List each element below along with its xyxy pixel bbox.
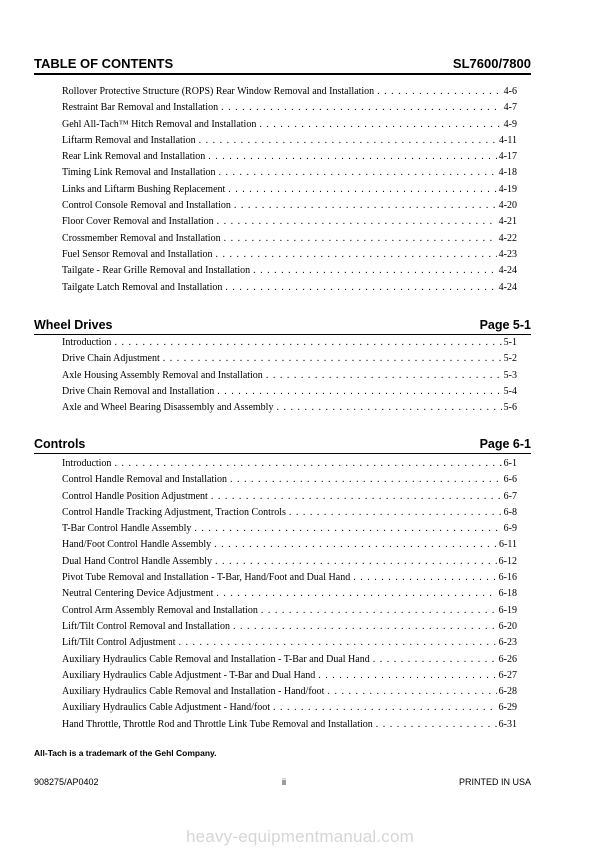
toc-entry-page: 6-8 bbox=[503, 506, 517, 518]
toc-entry[interactable] bbox=[62, 654, 517, 670]
dot-leader bbox=[114, 337, 501, 348]
toc-entry-page: 4-20 bbox=[498, 200, 517, 212]
toc-entry[interactable] bbox=[62, 458, 517, 474]
toc-entry-title: Timing Link Removal and Installation bbox=[62, 167, 216, 179]
toc-entry-page: 6-9 bbox=[503, 523, 517, 535]
toc-entry[interactable] bbox=[62, 621, 517, 637]
toc-entry[interactable] bbox=[62, 86, 517, 102]
printed-in: PRINTED IN USA bbox=[458, 777, 531, 787]
watermark-text: heavy-equipmentmanual.com bbox=[185, 827, 414, 846]
toc-entry-page: 6-11 bbox=[499, 539, 517, 551]
toc-entry-title: Hand/Foot Control Handle Assembly bbox=[62, 539, 212, 551]
dot-leader bbox=[199, 135, 497, 146]
toc-entry-title: Control Handle Removal and Installation bbox=[62, 474, 227, 486]
toc-entry-title: Control Console Removal and Installation bbox=[62, 200, 231, 212]
dot-leader bbox=[225, 282, 496, 293]
toc-section-wheel-drives bbox=[62, 337, 517, 418]
toc-entry-title: Floor Cover Removal and Installation bbox=[62, 216, 214, 228]
toc-entry-title: Introduction bbox=[62, 337, 112, 348]
toc-entry-page: 6-28 bbox=[498, 686, 517, 698]
toc-entry-title: Control Handle Position Adjustment bbox=[62, 490, 208, 502]
dot-leader bbox=[217, 386, 501, 397]
toc-entry-title: Axle and Wheel Bearing Disassembly and Assembly bbox=[62, 402, 274, 414]
model-number: SL7600/7800 bbox=[452, 56, 531, 71]
dot-leader bbox=[377, 86, 502, 97]
dot-leader bbox=[266, 370, 502, 381]
toc-entry[interactable] bbox=[62, 507, 517, 523]
toc-entry-title: Lift/Tilt Control Removal and Installation bbox=[62, 620, 230, 632]
toc-entry-page: 4-24 bbox=[498, 281, 517, 293]
toc-entry[interactable] bbox=[62, 386, 517, 402]
section-rule bbox=[34, 334, 531, 335]
section-rule bbox=[34, 453, 531, 454]
toc-entry-page: 5-3 bbox=[503, 369, 517, 381]
toc-entry[interactable] bbox=[62, 670, 517, 686]
dot-leader bbox=[230, 474, 502, 485]
toc-entry-page: 6-19 bbox=[498, 604, 517, 616]
dot-leader bbox=[228, 184, 496, 195]
toc-entry-page: 5-2 bbox=[503, 353, 517, 365]
toc-entry[interactable] bbox=[62, 556, 517, 572]
toc-section-controls bbox=[62, 458, 517, 735]
section-heading-controls bbox=[34, 435, 531, 451]
toc-entry-title: Fuel Sensor Removal and Installation bbox=[62, 248, 213, 260]
toc-entry-title: Drive Chain Adjustment bbox=[62, 353, 160, 365]
toc-entry-page: 6-31 bbox=[498, 718, 517, 730]
dot-leader bbox=[217, 216, 497, 227]
dot-leader bbox=[114, 458, 501, 469]
trademark-note: All-Tach is a trademark of the Gehl Company. bbox=[34, 748, 217, 758]
toc-entry[interactable] bbox=[62, 216, 517, 232]
toc-entry-title: Gehl All-Tach™ Hitch Removal and Installation bbox=[62, 118, 257, 130]
toc-entry-title: Auxiliary Hydraulics Cable Removal and Installation - T-Bar and Dual Hand bbox=[62, 653, 370, 665]
toc-entry-page: 4-23 bbox=[498, 248, 517, 260]
header-rule bbox=[34, 73, 531, 75]
toc-entry[interactable] bbox=[62, 686, 517, 702]
toc-entry-page: 6-23 bbox=[498, 637, 517, 649]
dot-leader bbox=[216, 249, 497, 260]
toc-entry-page: 4-18 bbox=[498, 167, 517, 179]
toc-entry[interactable] bbox=[62, 474, 517, 490]
toc-entry-title: Auxiliary Hydraulics Cable Adjustment - Hand/foot bbox=[62, 702, 271, 714]
toc-entry-title: Hand Throttle, Throttle Rod and Throttle Link Tube Removal and Installation bbox=[62, 718, 373, 730]
section-page: Page 5-1 bbox=[479, 318, 531, 332]
toc-entry-title: Crossmember Removal and Installation bbox=[62, 232, 221, 244]
toc-entry-page: 6-26 bbox=[498, 653, 517, 665]
dot-leader bbox=[211, 491, 502, 502]
dot-leader bbox=[179, 637, 497, 648]
toc-entry-title: T-Bar Control Handle Assembly bbox=[62, 523, 192, 535]
toc-entry-page: 4-9 bbox=[503, 118, 517, 130]
dot-leader bbox=[208, 151, 496, 162]
dot-leader bbox=[276, 402, 501, 413]
toc-entry-title: Rear Link Removal and Installation bbox=[62, 151, 206, 163]
section-title: Controls bbox=[34, 437, 86, 451]
toc-entry[interactable] bbox=[62, 200, 517, 216]
toc-entry-title: Control Handle Tracking Adjustment, Traction Controls bbox=[62, 506, 286, 518]
toc-entry-title: Links and Liftarm Bushing Replacement bbox=[62, 183, 226, 195]
dot-leader bbox=[234, 200, 497, 211]
toc-entry-page: 5-4 bbox=[503, 385, 517, 397]
toc-entry[interactable] bbox=[62, 572, 517, 588]
toc-entry-title: Control Arm Assembly Removal and Installation bbox=[62, 604, 258, 616]
toc-entry-page: 4-17 bbox=[498, 151, 517, 163]
toc-entry-page: 6-12 bbox=[498, 555, 517, 567]
page-footer bbox=[34, 777, 531, 789]
toc-entry-page: 4-22 bbox=[498, 232, 517, 244]
dot-leader bbox=[219, 167, 497, 178]
toc-entry[interactable] bbox=[62, 370, 517, 386]
dot-leader bbox=[318, 670, 496, 681]
toc-entry-page: 4-21 bbox=[498, 216, 517, 228]
toc-entry-page: 6-27 bbox=[498, 669, 517, 681]
section-page: Page 6-1 bbox=[479, 437, 531, 451]
toc-entry-page: 4-19 bbox=[498, 183, 517, 195]
toc-entry-page: 4-7 bbox=[503, 102, 517, 114]
toc-entry-page: 6-16 bbox=[498, 572, 517, 584]
toc-entry-title: Pivot Tube Removal and Installation - T-Bar, Hand/Foot and Dual Hand bbox=[62, 572, 351, 584]
toc-entry[interactable] bbox=[62, 249, 517, 265]
dot-leader bbox=[194, 523, 501, 534]
dot-leader bbox=[353, 572, 496, 583]
toc-entry[interactable] bbox=[62, 151, 517, 167]
dot-leader bbox=[233, 621, 497, 632]
toc-entry[interactable] bbox=[62, 491, 517, 507]
toc-entry-page: 5-1 bbox=[503, 337, 517, 348]
toc-entry[interactable] bbox=[62, 523, 517, 539]
dot-leader bbox=[289, 507, 502, 518]
doc-number: 908275/AP0402 bbox=[34, 777, 99, 787]
dot-leader bbox=[373, 654, 497, 665]
toc-entry-page: 6-6 bbox=[503, 474, 517, 486]
toc-entry[interactable] bbox=[62, 233, 517, 249]
toc-entry-title: Tailgate Latch Removal and Installation bbox=[62, 281, 223, 293]
dot-leader bbox=[224, 233, 497, 244]
toc-entry-page: 5-6 bbox=[503, 402, 517, 414]
page-title: TABLE OF CONTENTS bbox=[34, 56, 174, 71]
toc-entry[interactable] bbox=[62, 539, 517, 555]
dot-leader bbox=[216, 588, 496, 599]
toc-entry[interactable] bbox=[62, 265, 517, 281]
toc-entry[interactable] bbox=[62, 184, 517, 200]
dot-leader bbox=[261, 605, 497, 616]
dot-leader bbox=[253, 265, 497, 276]
toc-section-prev bbox=[62, 86, 517, 298]
toc-entry-page: 6-29 bbox=[498, 702, 517, 714]
toc-entry-page: 4-24 bbox=[498, 265, 517, 277]
toc-entry[interactable] bbox=[62, 119, 517, 135]
toc-entry[interactable] bbox=[62, 135, 517, 151]
toc-entry-title: Liftarm Removal and Installation bbox=[62, 134, 196, 146]
dot-leader bbox=[215, 556, 497, 567]
toc-entry-page: 4-6 bbox=[503, 86, 517, 97]
section-heading-wheel-drives bbox=[34, 316, 531, 332]
dot-leader bbox=[327, 686, 496, 697]
toc-entry[interactable] bbox=[62, 167, 517, 183]
dot-leader bbox=[273, 702, 497, 713]
dot-leader bbox=[163, 353, 502, 364]
toc-entry[interactable] bbox=[62, 337, 517, 353]
toc-entry-title: Auxiliary Hydraulics Cable Adjustment - T-Bar and Dual Hand bbox=[62, 669, 316, 681]
toc-entry-title: Dual Hand Control Handle Assembly bbox=[62, 555, 212, 567]
toc-entry-title: Axle Housing Assembly Removal and Installation bbox=[62, 369, 263, 381]
toc-entry[interactable] bbox=[62, 102, 517, 118]
toc-entry[interactable] bbox=[62, 637, 517, 653]
toc-entry[interactable] bbox=[62, 402, 517, 418]
dot-leader bbox=[214, 539, 497, 550]
toc-entry[interactable] bbox=[62, 719, 517, 735]
toc-entry-title: Introduction bbox=[62, 458, 112, 469]
toc-entry-page: 6-7 bbox=[503, 490, 517, 502]
toc-entry-title: Restraint Bar Removal and Installation bbox=[62, 102, 219, 114]
toc-entry-title: Auxiliary Hydraulics Cable Removal and Installation - Hand/foot bbox=[62, 686, 325, 698]
toc-entry[interactable] bbox=[62, 605, 517, 621]
toc-entry[interactable] bbox=[62, 353, 517, 369]
toc-entry-title: Neutral Centering Device Adjustment bbox=[62, 588, 214, 600]
toc-entry[interactable] bbox=[62, 282, 517, 298]
toc-entry[interactable] bbox=[62, 702, 517, 718]
page-number: ii bbox=[282, 777, 286, 787]
dot-leader bbox=[376, 719, 497, 730]
section-title: Wheel Drives bbox=[34, 318, 113, 332]
toc-entry-page: 6-18 bbox=[498, 588, 517, 600]
toc-entry-title: Drive Chain Removal and Installation bbox=[62, 385, 215, 397]
toc-entry-title: Rollover Protective Structure (ROPS) Rear Window Removal and Installation bbox=[62, 86, 375, 97]
toc-entry-page: 4-11 bbox=[499, 134, 517, 146]
dot-leader bbox=[221, 102, 502, 113]
toc-entry-title: Lift/Tilt Control Adjustment bbox=[62, 637, 176, 649]
page-header bbox=[34, 53, 531, 71]
toc-entry-page: 6-1 bbox=[503, 458, 517, 469]
dot-leader bbox=[259, 119, 501, 130]
toc-entry-title: Tailgate - Rear Grille Removal and Installation bbox=[62, 265, 251, 277]
toc-entry-page: 6-20 bbox=[498, 620, 517, 632]
toc-entry[interactable] bbox=[62, 588, 517, 604]
